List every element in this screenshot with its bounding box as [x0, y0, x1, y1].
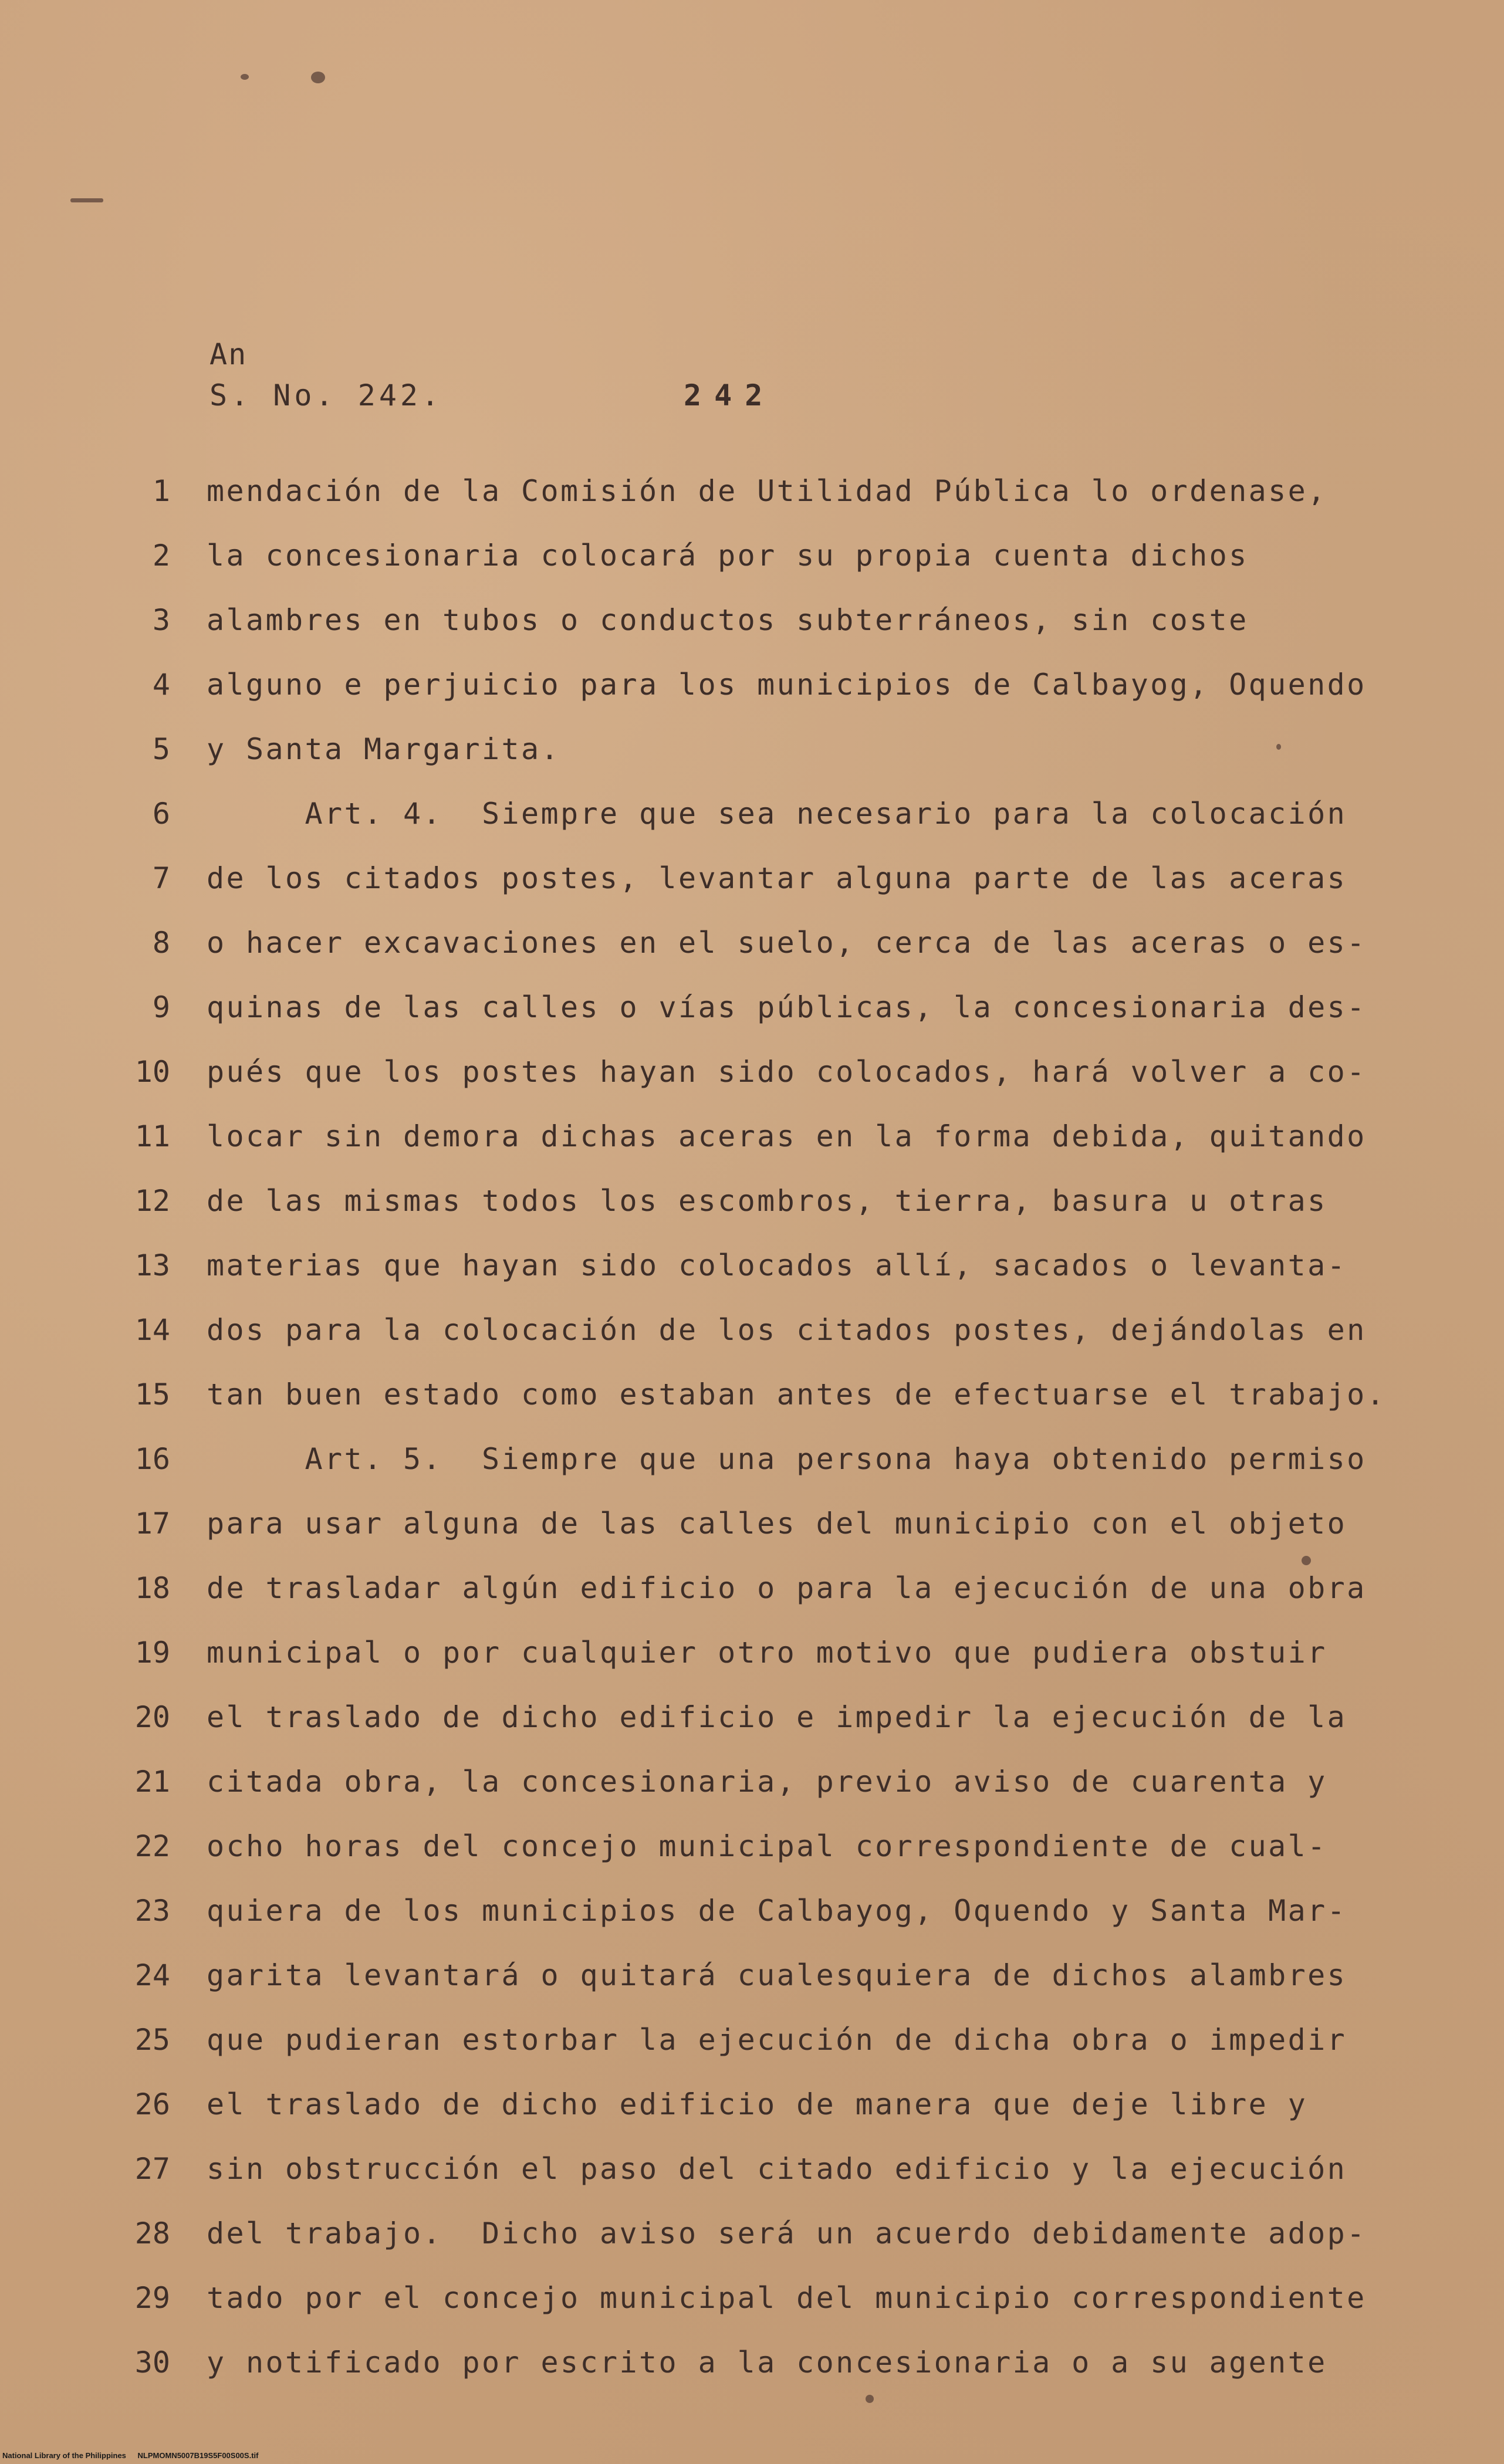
- line-number: 20: [134, 1700, 170, 1734]
- scan-footer: [2, 2451, 268, 2460]
- line-number: 29: [134, 2281, 170, 2315]
- line-number: 22: [134, 1829, 170, 1863]
- line-number: 9: [152, 990, 170, 1024]
- line-number: 21: [134, 1765, 170, 1799]
- text-line: ocho horas del concejo municipal correspondiente de cual-: [207, 1829, 1327, 1863]
- ink-speck: [1276, 744, 1281, 750]
- text-line: alguno e perjuicio para los municipios de Calbayog, Oquendo: [207, 668, 1367, 702]
- text-line: mendación de la Comisión de Utilidad Pública lo ordenase,: [207, 474, 1327, 508]
- text-line: la concesionaria colocará por su propia cuenta dichos: [207, 539, 1249, 573]
- line-number: 16: [134, 1442, 170, 1476]
- text-line: dos para la colocación de los citados postes, dejándolas en: [207, 1313, 1367, 1347]
- text-line: citada obra, la concesionaria, previo aviso de cuarenta y: [207, 1765, 1327, 1799]
- text-line: de las mismas todos los escombros, tierra, basura u otras: [207, 1184, 1327, 1218]
- ink-speck: [1302, 1556, 1311, 1565]
- ink-speck: [70, 198, 103, 202]
- library-credit: National Library of the Philippines: [2, 2451, 126, 2460]
- line-number: 1: [152, 474, 170, 508]
- line-number: 30: [134, 2345, 170, 2380]
- text-line: el traslado de dicho edificio de manera que deje libre y: [207, 2087, 1308, 2121]
- ink-speck: [311, 72, 325, 83]
- page-number: 242: [684, 378, 776, 412]
- line-number: 15: [134, 1377, 170, 1412]
- text-line: quiera de los municipios de Calbayog, Oquendo y Santa Mar-: [207, 1894, 1347, 1928]
- text-line: tan buen estado como estaban antes de efectuarse el trabajo.: [207, 1377, 1387, 1412]
- text-line: sin obstrucción el paso del citado edificio y la ejecución: [207, 2152, 1347, 2186]
- line-number: 2: [152, 539, 170, 573]
- line-number: 4: [152, 668, 170, 702]
- line-number: 8: [152, 926, 170, 960]
- line-number: 23: [134, 1894, 170, 1928]
- line-number: 10: [134, 1055, 170, 1089]
- text-line: que pudieran estorbar la ejecución de dicha obra o impedir: [207, 2023, 1347, 2057]
- text-line: del trabajo. Dicho aviso será un acuerdo debidamente adop-: [207, 2216, 1367, 2250]
- line-number: 11: [134, 1119, 170, 1153]
- line-number: 19: [134, 1636, 170, 1670]
- text-line: quinas de las calles o vías públicas, la concesionaria des-: [207, 990, 1367, 1024]
- text-line: el traslado de dicho edificio e impedir la ejecución de la: [207, 1700, 1347, 1734]
- line-number: 26: [134, 2087, 170, 2121]
- line-number: 5: [152, 732, 170, 766]
- text-line: de los citados postes, levantar alguna parte de las aceras: [207, 861, 1347, 895]
- text-line: y notificado por escrito a la concesionaria o a su agente: [207, 2345, 1327, 2380]
- text-line: y Santa Margarita.: [207, 732, 561, 766]
- line-number: 17: [134, 1507, 170, 1541]
- line-number: 3: [152, 603, 170, 637]
- line-number: 7: [152, 861, 170, 895]
- line-number: 12: [134, 1184, 170, 1218]
- text-line: de trasladar algún edificio o para la ejecución de una obra: [207, 1571, 1367, 1605]
- ink-speck: [866, 2395, 874, 2403]
- line-number: 25: [134, 2023, 170, 2057]
- bill-number: S. No. 242.: [209, 378, 443, 412]
- text-line: materias que hayan sido colocados allí, sacados o levanta-: [207, 1248, 1347, 1282]
- line-number: 13: [134, 1248, 170, 1282]
- text-line: para usar alguna de las calles del municipio con el objeto: [207, 1507, 1347, 1541]
- text-line: Art. 4. Siempre que sea necesario para la colocación: [207, 797, 1347, 831]
- line-number: 14: [134, 1313, 170, 1347]
- line-number: 27: [134, 2152, 170, 2186]
- text-line: o hacer excavaciones en el suelo, cerca de las aceras o es-: [207, 926, 1367, 960]
- text-line: Art. 5. Siempre que una persona haya obtenido permiso: [207, 1442, 1367, 1476]
- text-line: locar sin demora dichas aceras en la forma debida, quitando: [207, 1119, 1367, 1153]
- handwritten-annotation: An: [209, 337, 248, 371]
- text-line: municipal o por cualquier otro motivo que pudiera obstuir: [207, 1636, 1327, 1670]
- line-number: 18: [134, 1571, 170, 1605]
- scan-file-id: NLPMOMN5007B19S5F00S00S.tif: [137, 2451, 259, 2460]
- line-number: 24: [134, 1958, 170, 1992]
- text-line: pués que los postes hayan sido colocados, hará volver a co-: [207, 1055, 1367, 1089]
- line-number: 28: [134, 2216, 170, 2250]
- text-line: garita levantará o quitará cualesquiera de dichos alambres: [207, 1958, 1347, 1992]
- text-line: alambres en tubos o conductos subterráneos, sin coste: [207, 603, 1249, 637]
- line-number: 6: [152, 797, 170, 831]
- text-line: tado por el concejo municipal del municipio correspondiente: [207, 2281, 1367, 2315]
- ink-speck: [241, 74, 249, 80]
